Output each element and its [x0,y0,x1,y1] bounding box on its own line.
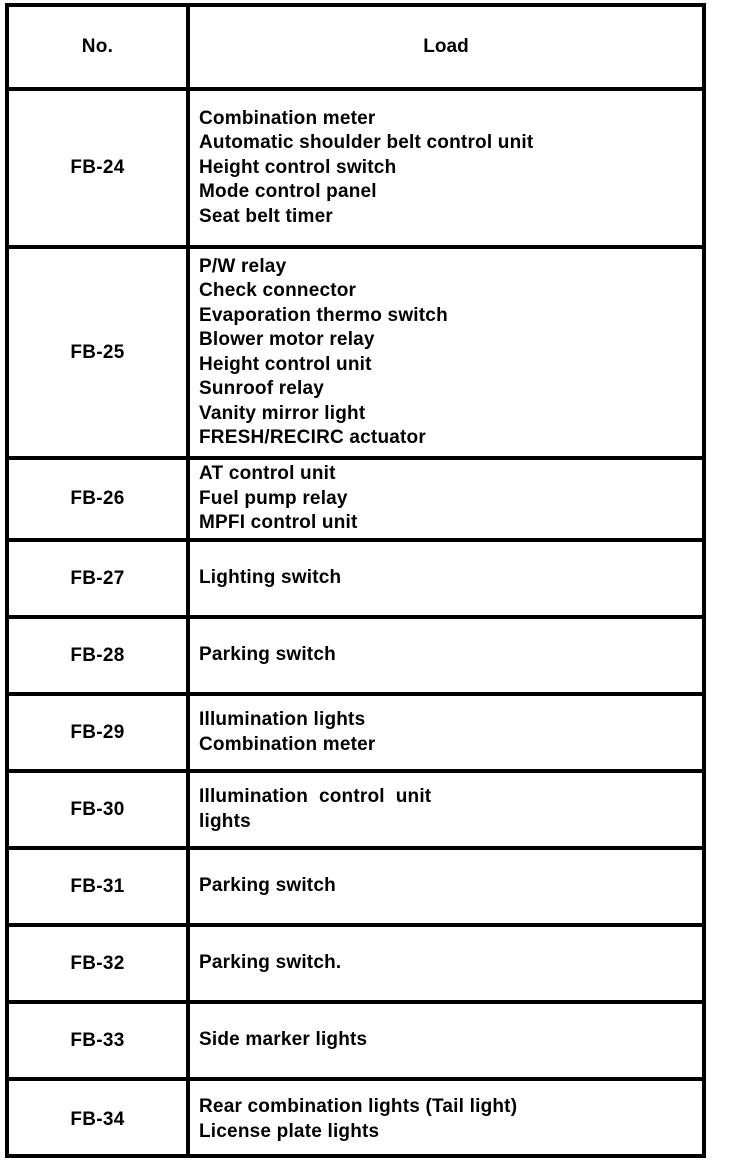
load-cell [190,1081,702,1158]
table-header-row [9,7,702,91]
column-header-load: Load [423,36,469,57]
load-item: P/W relay [199,255,287,277]
column-header-no: No. [9,7,190,87]
table-row [9,927,702,1004]
table-row [9,850,702,927]
load-item: Rear combination lights (Tail light) [199,1096,518,1117]
table-row [9,773,702,850]
load-cell [190,542,702,615]
load-cell [190,460,702,538]
load-item: Vanity mirror light [199,402,366,424]
fuse-number-cell: FB-30 [9,773,190,846]
load-cell [190,619,702,692]
load-item: Sunroof relay [199,378,325,399]
fuse-number-cell: FB-26 [9,460,190,538]
load-item: Lighting switch [199,567,342,589]
load-cell [190,696,702,769]
table-row [9,542,702,619]
table-row [9,249,702,460]
load-item: Combination meter [199,107,376,129]
load-cell [190,1004,702,1077]
load-item: AT control unit [199,463,336,485]
load-item: Illumination control unit [199,786,432,807]
fuse-number-cell: FB-28 [9,619,190,692]
load-item: Automatic shoulder belt control unit [199,132,534,154]
load-item: Blower motor relay [199,329,375,350]
load-item: Evaporation thermo switch [199,304,448,326]
load-cell [190,927,702,1000]
table-row [9,619,702,696]
fuse-number-cell: FB-24 [9,91,190,245]
load-item: Mode control panel [199,181,377,203]
table-row [9,1081,702,1158]
fuse-load-table [5,3,706,1158]
table-row [9,460,702,542]
fuse-number-cell: FB-27 [9,542,190,615]
fuse-number-cell: FB-34 [9,1081,190,1158]
load-cell [190,91,702,245]
load-item: Seat belt timer [199,205,333,227]
load-item: MPFI control unit [199,512,358,534]
table-row [9,696,702,773]
load-cell [190,249,702,456]
fuse-number-cell: FB-31 [9,850,190,923]
load-item: Height control switch [199,156,397,178]
load-item: License plate lights [199,1120,380,1142]
fuse-number-cell: FB-25 [9,249,190,456]
load-item: FRESH/RECIRC actuator [199,427,426,448]
load-item: Parking switch. [199,952,342,974]
load-item: Illumination lights [199,709,366,730]
load-item: lights [199,810,251,832]
table-row [9,91,702,249]
load-item: Fuel pump relay [199,487,348,509]
load-cell [190,773,702,846]
load-item: Parking switch [199,875,336,897]
table-row [9,1004,702,1081]
fuse-number-cell: FB-32 [9,927,190,1000]
load-item: Height control unit [199,353,372,375]
load-item: Side marker lights [199,1029,368,1051]
load-cell [190,850,702,923]
load-item: Check connector [199,280,357,301]
fuse-number-cell: FB-33 [9,1004,190,1077]
fuse-number-cell: FB-29 [9,696,190,769]
load-item: Combination meter [199,733,376,755]
load-item: Parking switch [199,644,336,666]
